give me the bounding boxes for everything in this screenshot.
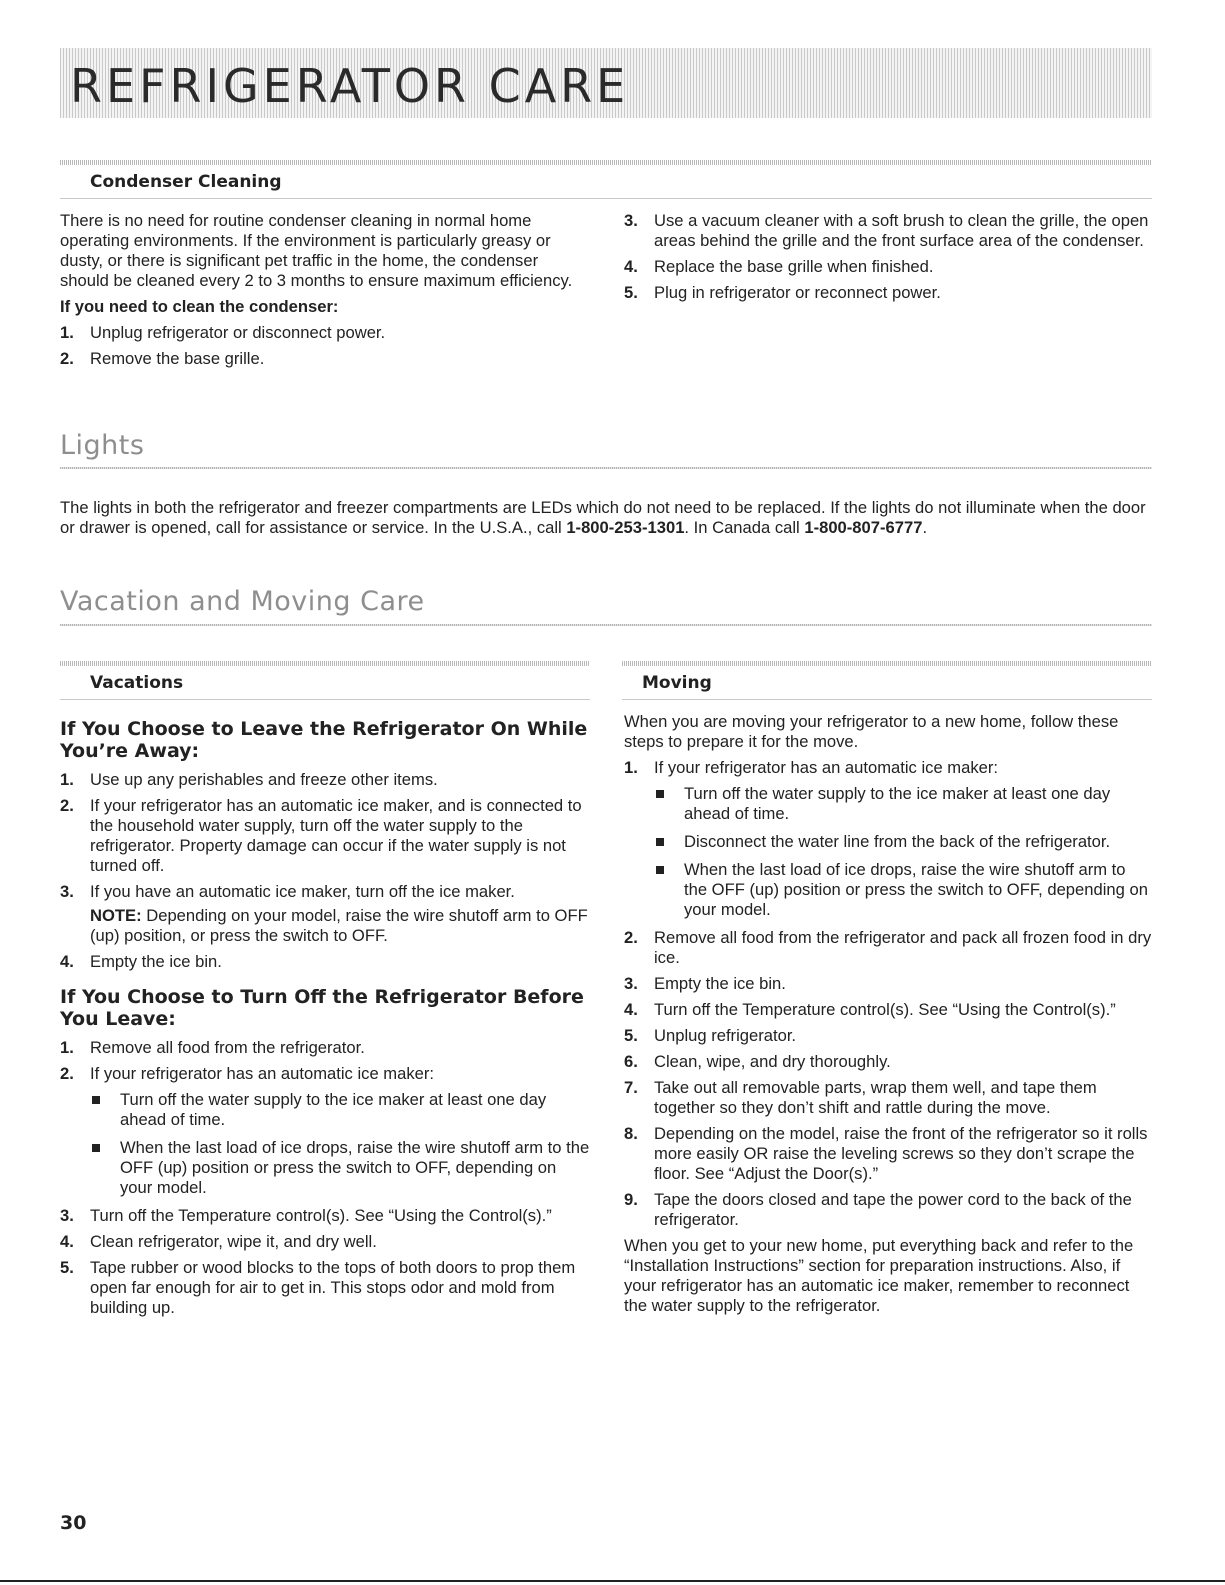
condenser-steps-left [60,323,590,369]
list-item: 2. Remove all food from the refrigerator and pack all frozen food in dry ice. [624,928,1152,967]
canada-phone: 1-800-807-6777 [804,518,923,537]
turn-off-bullets [90,1090,590,1198]
moving-bullets [654,784,1152,920]
list-item: 7. Take out all removable parts, wrap them well, and tape them together so they don’t shift and rattle during the move. [624,1078,1097,1117]
vacations-heading: Vacations [90,673,184,693]
page-number: 30 [60,1512,87,1534]
list-item: 6. Clean, wipe, and dry thoroughly. [624,1052,891,1071]
vacations-column [60,718,590,1324]
list-item: 5. Plug in refrigerator or reconnect power. [624,283,941,302]
list-item: When the last load of ice drops, raise the wire shutoff arm to the OFF (up) position or press the switch to OFF, depending on your model. [654,860,1152,920]
moving-column [624,712,1152,1322]
list-item: 1. Use up any perishables and freeze other items. [60,770,438,789]
condenser-intro: There is no need for routine condenser cleaning in normal home operating environments. If the environment is particularly greasy or dusty, or there is significant pet traffic in the home, the condenser should be cleaned every 2 to 3 months to ensure maximum efficiency. [60,211,573,290]
vacations-subhead [60,661,590,700]
list-item: When the last load of ice drops, raise the wire shutoff arm to the OFF (up) position or press the switch to OFF, depending on your model. [90,1138,590,1198]
turn-off-steps [60,1038,590,1318]
turn-off-heading: If You Choose to Turn Off the Refrigerator Before You Leave: [60,986,584,1030]
list-item: 1. If your refrigerator has an automatic ice maker: Turn off the water supply to the ice maker at least one day ahead of time. Disconnect the water line from the back of the refrigerator. When the last load of ice drops, raise the wire shutoff arm to the OFF (up) position or press the switch to OFF, depending on your model. [624,758,1152,920]
lights-rule [60,467,1152,469]
list-item: 2. Remove the base grille. [60,349,265,368]
list-item: 2. If your refrigerator has an automatic ice maker: Turn off the water supply to the ice maker at least one day ahead of time. When the last load of ice drops, raise the wire shutoff arm to the OFF (up) position or press the switch to OFF, depending on your model. [60,1064,590,1197]
page-bottom-rule [0,1580,1225,1582]
list-item: Disconnect the water line from the back of the refrigerator. [654,832,1152,852]
list-item: 1. Unplug refrigerator or disconnect power. [60,323,386,342]
condenser-right-column [624,211,1152,309]
condenser-lead: If you need to clean the condenser: [60,297,339,316]
list-item: 8. Depending on the model, raise the front of the refrigerator so it rolls more easily OR raise the leveling screws so they don’t scrape the floor. See “Adjust the Door(s).” [624,1124,1148,1183]
list-item: 3. If you have an automatic ice maker, turn off the ice maker. NOTE: Depending on your model, raise the wire shutoff arm to OFF (up) position, or press the switch to OFF. [60,882,590,946]
vacation-moving-heading: Vacation and Moving Care [60,586,425,617]
ice-maker-note: NOTE: Depending on your model, raise the wire shutoff arm to OFF (up) position, or press the switch to OFF. [90,906,588,945]
list-item: 3. Turn off the Temperature control(s). See “Using the Control(s).” [60,1206,552,1225]
page-title: REFRIGERATOR CARE [70,59,630,113]
leave-on-heading: If You Choose to Leave the Refrigerator On While You’re Away: [60,718,588,762]
moving-outro: When you get to your new home, put everything back and refer to the “Installation Instructions” section for preparation instructions. Also, if your refrigerator has an automatic ice maker, remember to reconnect the water supply to the refrigerator. [624,1236,1134,1315]
list-item: 5. Tape rubber or wood blocks to the tops of both doors to prop them open far enough for air to get in. This stops odor and mold from building up. [60,1258,576,1317]
list-item: Turn off the water supply to the ice maker at least one day ahead of time. [90,1090,590,1130]
lights-heading: Lights [60,430,145,461]
moving-intro: When you are moving your refrigerator to a new home, follow these steps to prepare it for the move. [624,712,1119,751]
us-phone: 1-800-253-1301 [566,518,685,537]
list-item: 5. Unplug refrigerator. [624,1026,797,1045]
condenser-left-column [60,211,590,375]
list-item: 1. Remove all food from the refrigerator. [60,1038,365,1057]
list-item: Turn off the water supply to the ice maker at least one day ahead of time. [654,784,1152,824]
moving-subhead [622,661,1152,700]
list-item: 4. Clean refrigerator, wipe it, and dry well. [60,1232,377,1251]
condenser-subhead [60,160,1152,199]
list-item: 4. Turn off the Temperature control(s). See “Using the Control(s).” [624,1000,1116,1019]
list-item: 3. Use a vacuum cleaner with a soft brush to clean the grille, the open areas behind the grille and the front surface area of the condenser. [624,211,1149,250]
leave-on-steps [60,770,590,972]
list-item: 9. Tape the doors closed and tape the power cord to the back of the refrigerator. [624,1190,1132,1229]
condenser-heading: Condenser Cleaning [90,172,282,192]
list-item: 3. Empty the ice bin. [624,974,786,993]
lights-paragraph: The lights in both the refrigerator and freezer compartments are LEDs which do not need to be replaced. If the lights do not illuminate when the door or drawer is opened, call for assistance or service. In the U.S.A., call 1-800-253-1301. In Canada call 1-800-807-6777. [60,498,1146,537]
moving-steps [624,758,1152,1230]
moving-heading: Moving [642,673,712,693]
list-item: 4. Empty the ice bin. [60,952,222,971]
vacation-moving-rule [60,624,1152,626]
condenser-steps-right [624,211,1152,303]
list-item: 4. Replace the base grille when finished. [624,257,934,276]
list-item: 2. If your refrigerator has an automatic ice maker, and is connected to the household water supply, turn off the water supply to the refrigerator. Property damage can occur if the water supply is not turned off. [60,796,582,875]
